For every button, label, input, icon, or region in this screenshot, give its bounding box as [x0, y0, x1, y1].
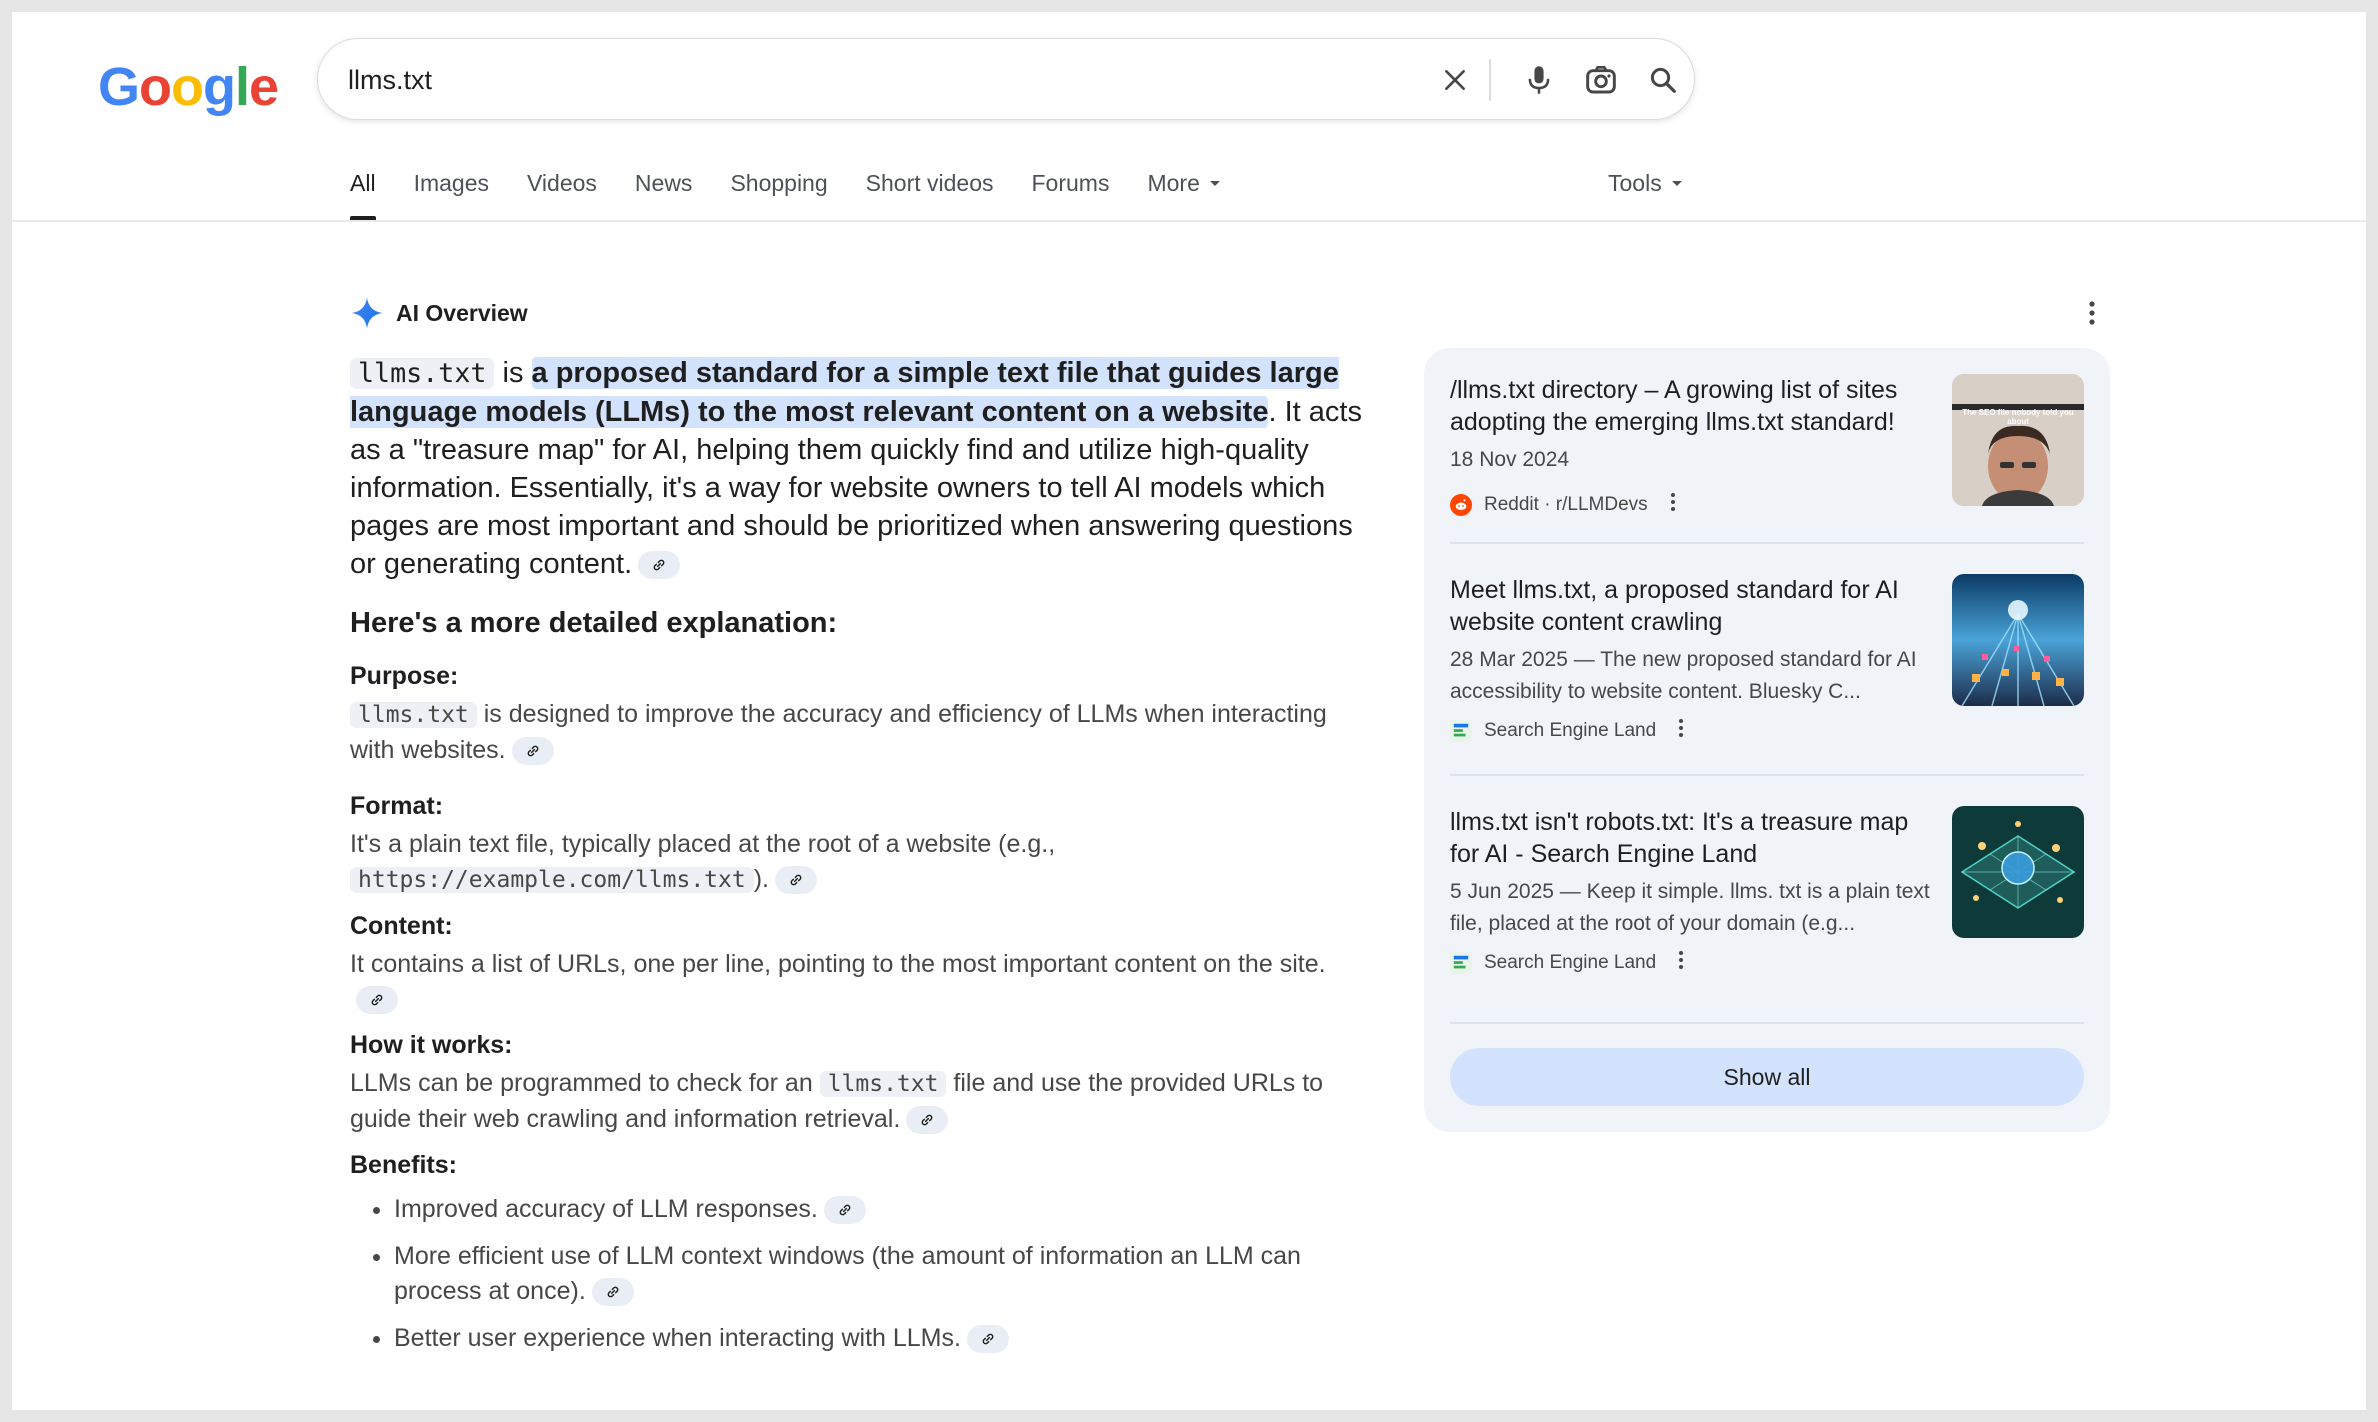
code-llms-txt: llms.txt	[350, 358, 494, 389]
link-icon[interactable]	[512, 737, 554, 765]
search-divider	[1489, 59, 1491, 101]
tab-more[interactable]	[1147, 170, 1219, 220]
highlighted-answer[interactable]: a proposed standard for a simple text file that guides large language models (LLMs) to the most relevant content on a website	[350, 357, 1339, 428]
source-snippet: 28 Mar 2025 — The new proposed standard for AI accessibility to website content. Bluesky C...	[1450, 648, 1917, 703]
chevron-down-icon	[1210, 181, 1220, 186]
card-divider	[1450, 774, 2084, 776]
sparkle-icon	[350, 296, 384, 330]
ai-overview-lead	[350, 354, 1370, 583]
code-example-url: https://example.com/llms.txt	[350, 867, 754, 893]
sources-panel	[1424, 348, 2110, 1132]
source-card[interactable]	[1450, 574, 2084, 744]
list-item	[394, 1192, 1370, 1227]
mic-icon[interactable]	[1518, 59, 1560, 101]
header-divider	[12, 220, 2366, 222]
how-body-1: LLMs can be programmed to check for an	[350, 1069, 820, 1097]
more-vert-icon[interactable]	[1678, 718, 1684, 744]
format-after: ).	[753, 865, 770, 893]
source-thumbnail[interactable]	[1952, 374, 2084, 506]
detail-heading: Here's a more detailed explanation:	[350, 607, 838, 639]
tab-images[interactable]: Images	[413, 170, 489, 196]
ai-overview-header	[350, 296, 528, 330]
link-icon[interactable]	[638, 551, 680, 579]
benefits-list	[350, 1192, 1370, 1356]
thumbnail-caption: The SEO file nobody told you about	[1962, 408, 2074, 426]
search-tabs	[350, 170, 1258, 220]
purpose-text	[350, 697, 1370, 768]
tab-forums[interactable]: Forums	[1031, 170, 1110, 196]
tab-short-videos[interactable]: Short videos	[865, 170, 994, 196]
source-thumbnail[interactable]	[1952, 806, 2084, 938]
link-icon[interactable]	[906, 1106, 948, 1134]
link-icon[interactable]	[967, 1325, 1009, 1353]
list-item	[394, 1239, 1370, 1309]
tab-news[interactable]: News	[634, 170, 693, 196]
link-icon[interactable]	[824, 1196, 866, 1224]
source-snippet: 5 Jun 2025 — Keep it simple. llms. txt is a plain text file, placed at the root of your domain (e.g...	[1450, 880, 1930, 935]
source-date: 18 Nov 2024	[1450, 448, 1570, 471]
how-text	[350, 1066, 1370, 1137]
card-divider	[1450, 542, 2084, 544]
format-heading: Format:	[350, 792, 444, 820]
tab-more-label: More	[1147, 170, 1200, 196]
more-vert-icon[interactable]	[1670, 492, 1676, 518]
lens-icon[interactable]	[1580, 59, 1622, 101]
chevron-down-icon	[1672, 181, 1682, 186]
link-icon[interactable]	[592, 1278, 634, 1306]
content-heading: Content:	[350, 912, 453, 940]
tab-all[interactable]: All	[350, 170, 376, 220]
content-text	[350, 947, 1370, 1017]
lead-rest: . It acts as a "treasure map" for AI, helping them quickly find and utilize high-quality information. Essentially, it's a way for website owners to tell AI models which pages are most important and should be prioritized when answering questions or generating content.	[350, 396, 1362, 580]
source-title[interactable]: /llms.txt directory – A growing list of sites adopting the emerging llms.txt standard!	[1450, 376, 1898, 436]
source-site	[1450, 718, 2084, 744]
search-input[interactable]	[348, 39, 1388, 121]
benefit-text: Better user experience when interacting with LLMs.	[394, 1324, 961, 1352]
link-icon[interactable]	[356, 986, 398, 1014]
source-thumbnail[interactable]	[1952, 574, 2084, 706]
link-icon[interactable]	[775, 866, 817, 894]
google-logo[interactable]: Google	[98, 57, 279, 117]
source-title[interactable]: Meet llms.txt, a proposed standard for AI website content crawling	[1450, 576, 1899, 636]
code-llms-txt: llms.txt	[820, 1071, 947, 1097]
tab-videos[interactable]: Videos	[527, 170, 597, 196]
browser-page	[12, 12, 2366, 1410]
purpose-heading: Purpose:	[350, 662, 459, 690]
how-body-2: file and use the provided URLs to guide their web crawling and information retrieval.	[350, 1069, 1324, 1133]
source-name: Reddit · r/LLMDevs	[1484, 494, 1648, 515]
format-body: It's a plain text file, typically placed at the root of a website (e.g.,	[350, 830, 1056, 858]
sel-icon	[1450, 952, 1472, 974]
card-divider	[1450, 1022, 2084, 1024]
tab-shopping[interactable]: Shopping	[730, 170, 828, 196]
content-body: It contains a list of URLs, one per line, pointing to the most important content on the site.	[350, 950, 1326, 978]
purpose-body: is designed to improve the accuracy and efficiency of LLMs when interacting with websites.	[350, 700, 1327, 764]
how-heading: How it works:	[350, 1031, 513, 1059]
list-item	[394, 1321, 1370, 1356]
sel-icon	[1450, 720, 1472, 742]
lead-is: is	[494, 357, 532, 389]
benefit-text: More efficient use of LLM context windows (the amount of information an LLM can process at once).	[394, 1242, 1301, 1305]
search-box	[317, 38, 1695, 120]
more-vert-icon[interactable]	[1678, 950, 1684, 976]
tools-label: Tools	[1608, 170, 1662, 196]
source-title[interactable]: llms.txt isn't robots.txt: It's a treasure map for AI - Search Engine Land	[1450, 808, 1909, 868]
tools-button[interactable]	[1608, 170, 1682, 197]
clear-icon[interactable]	[1434, 59, 1476, 101]
source-name: Search Engine Land	[1484, 720, 1657, 741]
ai-overview-body	[350, 354, 1370, 1356]
source-card[interactable]	[1450, 806, 2084, 976]
search-icon[interactable]	[1642, 59, 1684, 101]
ai-overview-title: AI Overview	[396, 299, 528, 326]
format-text	[350, 827, 1370, 898]
show-all-button[interactable]: Show all	[1450, 1048, 2084, 1106]
reddit-icon	[1450, 494, 1472, 516]
benefit-text: Improved accuracy of LLM responses.	[394, 1195, 818, 1223]
code-llms-txt: llms.txt	[350, 702, 477, 728]
more-vert-icon[interactable]	[2088, 300, 2096, 331]
source-name: Search Engine Land	[1484, 952, 1657, 973]
benefits-heading: Benefits:	[350, 1151, 457, 1179]
source-card[interactable]	[1450, 374, 2084, 518]
source-site	[1450, 950, 2084, 976]
